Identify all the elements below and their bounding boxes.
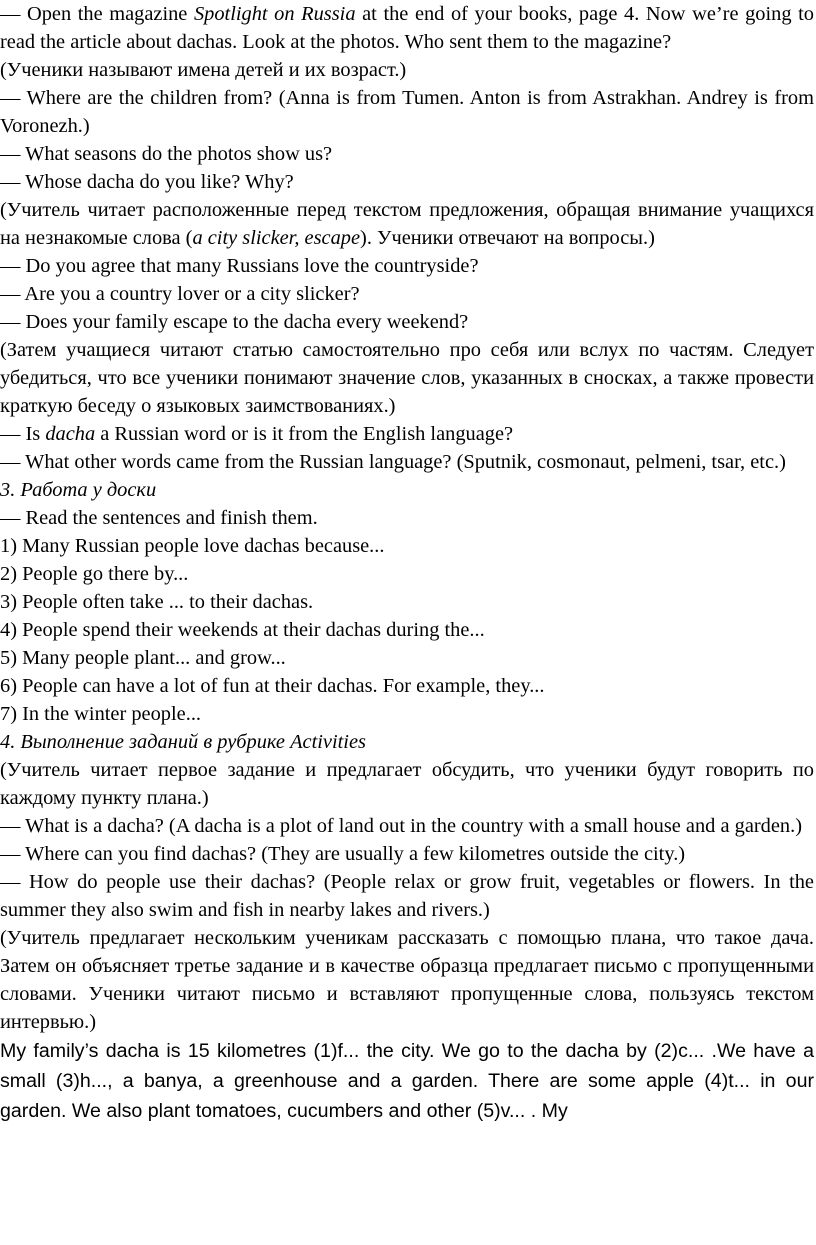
section-heading-board-work: 3. Работа у доски: [0, 479, 157, 501]
section-heading-activities: 4. Выполнение заданий в рубрике Activities: [0, 731, 366, 753]
list-item-2: 2) People go there by...: [0, 563, 189, 585]
paragraph-teacher-reads: (Учитель читает расположенные перед текстом предложения, обращая внимание учащихся на незнакомые слова (a city slicker, escape). Ученики отвечают на вопросы.): [0, 199, 814, 249]
paragraph-note-names: (Ученики называют имена детей и их возраст.): [0, 59, 407, 81]
paragraph-whose-dacha: — Whose dacha do you like? Why?: [0, 171, 294, 193]
paragraph-how-use-dachas: — How do people use their dachas? (People relax or grow fruit, vegetables or flowers. In the summer they also swim and fish in nearby lakes and rivers.): [0, 871, 814, 921]
paragraph-open-magazine: — Open the magazine Spotlight on Russia at the end of your books, page 4. Now we’re going to read the article about dachas. Look at the photos. Who sent them to the magazine?: [0, 3, 815, 53]
paragraph-teacher-first-task: (Учитель читает первое задание и предлагает обсудить, что ученики будут говорить по каждому пункту плана.): [0, 759, 814, 809]
paragraph-where-dachas: — Where can you find dachas? (They are usually a few kilometres outside the city.): [0, 843, 686, 865]
paragraph-escape-weekend: — Does your family escape to the dacha every weekend?: [0, 311, 469, 333]
paragraph-dacha-word: — Is dacha a Russian word or is it from the English language?: [0, 423, 514, 445]
paragraph-students-read: (Затем учащиеся читают статью самостоятельно про себя или вслух по частям. Следует убедиться, что все ученики понимают значение слов, указанных в сносках, а также провести краткую беседу о языковых заимствованиях.): [0, 339, 814, 417]
list-item-3: 3) People often take ... to their dachas.: [0, 591, 314, 613]
paragraph-country-lover: — Are you a country lover or a city slicker?: [0, 283, 360, 305]
list-item-5: 5) Many people plant... and grow...: [0, 647, 286, 669]
paragraph-children-from: — Where are the children from? (Anna is from Tumen. Anton is from Astrakhan. Andrey is from Voronezh.): [0, 87, 814, 137]
paragraph-seasons: — What seasons do the photos show us?: [0, 143, 333, 165]
list-item-4: 4) People spend their weekends at their dachas during the...: [0, 619, 485, 641]
paragraph-what-is-dacha: — What is a dacha? (A dacha is a plot of land out in the country with a small house and a garden.): [0, 815, 802, 837]
paragraph-agree-countryside: — Do you agree that many Russians love the countryside?: [0, 255, 479, 277]
paragraph-teacher-letter: (Учитель предлагает нескольким ученикам рассказать с помощью плана, что такое дача. Затем он объясняет третье задание и в качестве образца предлагает письмо с пропущенными словами. Ученики читают письмо и вставляют пропущенные слова, пользуясь текстом интервью.): [0, 927, 814, 1033]
list-item-6: 6) People can have a lot of fun at their dachas. For example, they...: [0, 675, 545, 697]
paragraph-other-words: — What other words came from the Russian language? (Sputnik, cosmonaut, pelmeni, tsar, etc.): [0, 451, 786, 473]
paragraph-read-sentences: — Read the sentences and finish them.: [0, 507, 318, 529]
paragraph-letter-gaps: My family’s dacha is 15 kilometres (1)f... the city. We go to the dacha by (2)c... .We have a small (3)h..., a banya, a greenhouse and a garden. There are some apple (4)t... in our garden. We also plant tomatoes, cucumbers and other (5)v... . My: [0, 1040, 814, 1122]
list-item-1: 1) Many Russian people love dachas because...: [0, 535, 385, 557]
list-item-7: 7) In the winter people...: [0, 703, 202, 725]
